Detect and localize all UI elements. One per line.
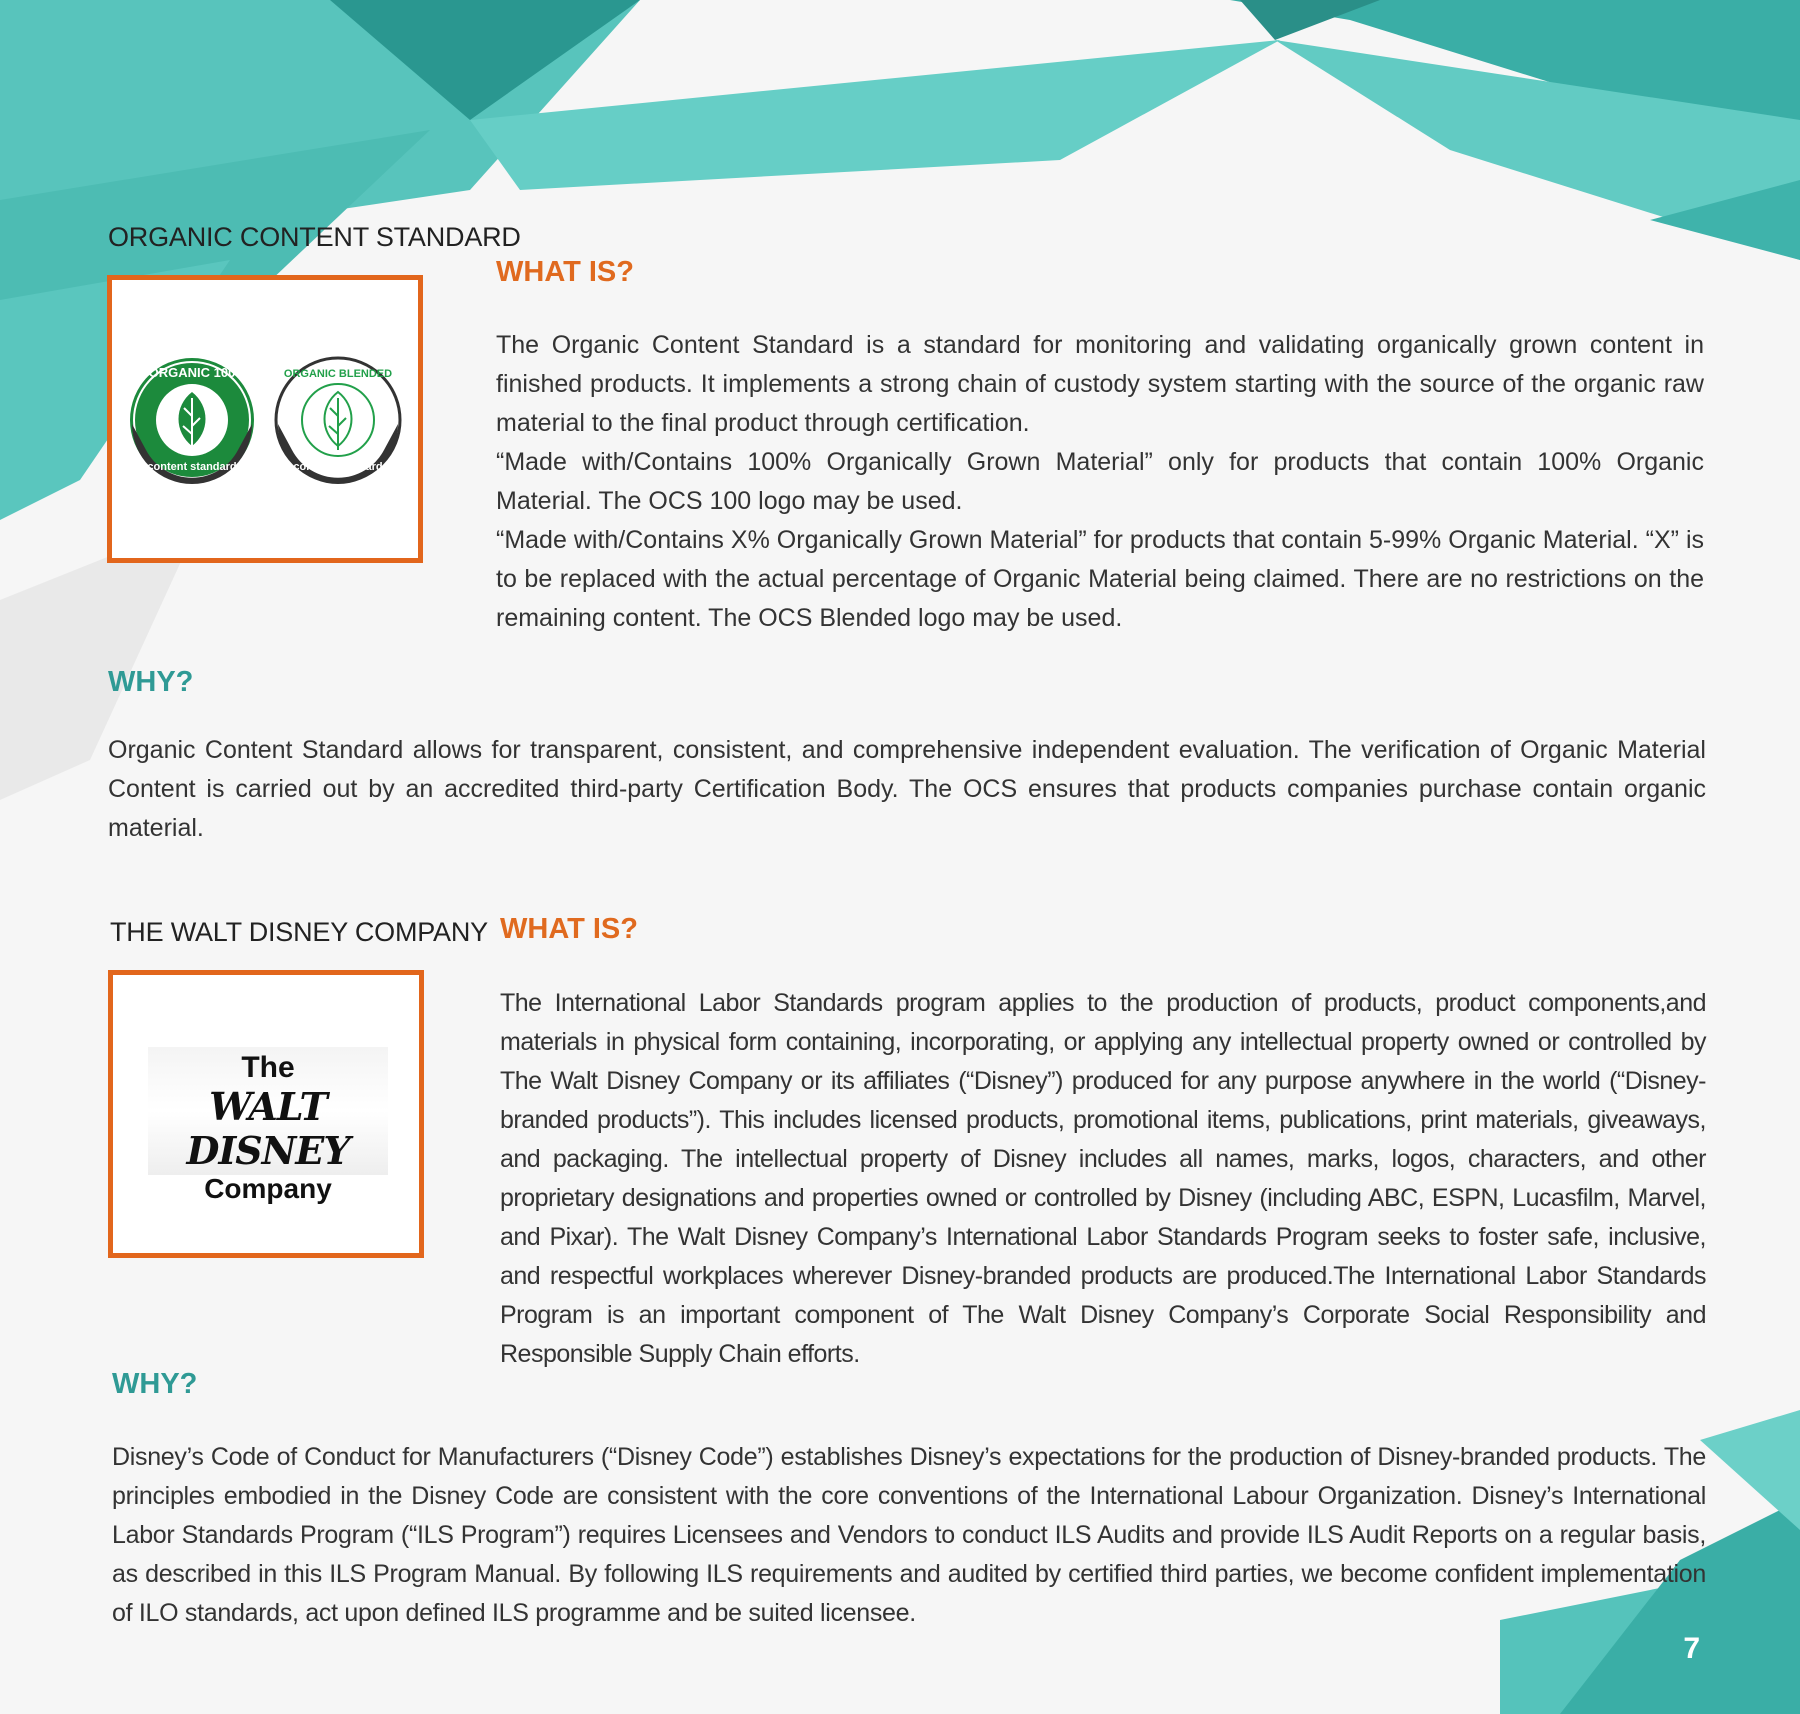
disney-logo-frame: [108, 970, 424, 1258]
ocs-what-heading: WHAT IS?: [496, 256, 634, 288]
ocs-100-top-text: ORGANIC 100: [148, 365, 236, 380]
disney-logo-line1: The: [241, 1051, 295, 1084]
disney-what-paragraph: The International Labor Standards program applies to the production of products, product components,and materials in physical form containing, incorporating, or applying any intellectual property owned or controlled by The Walt Disney Company or its affiliates (“Disney”) produced for any purpose anywhere in the world (“Disney-branded products”). This includes licensed products, promotional items, publications, print materials, giveaways, and packaging. The intellectual property of Disney includes all names, marks, logos, characters, and other proprietary designations and properties owned or controlled by Disney (including ABC, ESPN, Lucasfilm, Marvel, and Pixar). The Walt Disney Company’s International Labor Standards Program seeks to foster safe, inclusive, and respectful workplaces wherever Disney-branded products are produced.The International Labor Standards Program is an important component of The Walt Disney Company’s Corporate Social Responsibility and Responsible Supply Chain efforts.: [500, 989, 1706, 1368]
ocs-blended-logo: [276, 358, 400, 484]
ocs-section-title: ORGANIC CONTENT STANDARD: [108, 222, 521, 252]
disney-why-body: Disney’s Code of Conduct for Manufacturers (“Disney Code”) establishes Disney’s expectations for the production of Disney-branded products. The principles embodied in the Disney Code are consistent with the core conventions of the International Labour Organization. Disney’s International Labor Standards Program (“ILS Program”) requires Licensees and Vendors to conduct ILS Audits and provide ILS Audit Reports on a regular basis, as described in this ILS Program Manual. By following ILS requirements and audited by certified third parties, we become confident implementation of ILO standards, act upon defined ILS programme and be suited licensee.: [112, 1443, 1706, 1627]
ocs-100-bottom-text: content standard: [147, 461, 237, 473]
ocs-logo-frame: [107, 275, 423, 563]
disney-logo-line2: WALT DISNEY: [186, 1084, 350, 1173]
ocs-what-paragraph: “Made with/Contains X% Organically Grown Material” for products that contain 5-99% Organic Material. “X” is to be replaced with the actual percentage of Organic Material being claimed. There are no restrictions on the remaining content. The OCS Blended logo may be used.: [496, 526, 1704, 632]
disney-logo-line3: Company: [204, 1173, 332, 1204]
disney-why-heading: WHY?: [112, 1368, 198, 1400]
disney-what-heading: WHAT IS?: [500, 913, 638, 945]
ocs-blended-top-text: ORGANIC BLENDED: [283, 368, 393, 380]
ocs-blended-bottom-text: content standard: [293, 461, 383, 473]
disney-section-title: THE WALT DISNEY COMPANY: [110, 917, 488, 947]
ocs-what-paragraph: “Made with/Contains 100% Organically Grown Material” only for products that contain 100% Organic Material. The OCS 100 logo may be used.: [496, 448, 1704, 515]
ocs-why-body: Organic Content Standard allows for transparent, consistent, and comprehensive independent evaluation. The verification of Organic Material Content is carried out by an accredited third-party Certification Body. The OCS ensures that products companies purchase contain organic material.: [108, 736, 1706, 842]
disney-what-body: [500, 984, 1706, 1374]
ocs-100-logo: [130, 358, 254, 484]
page-number: 7: [1683, 1632, 1700, 1665]
ocs-what-paragraph: The Organic Content Standard is a standard for monitoring and validating organically grown content in finished products. It implements a strong chain of custody system starting with the source of the organic raw material to the final product through certification.: [496, 331, 1704, 437]
walt-disney-company-logo: [148, 1047, 388, 1204]
ocs-what-body: [496, 326, 1704, 638]
ocs-why-heading: WHY?: [108, 666, 194, 698]
